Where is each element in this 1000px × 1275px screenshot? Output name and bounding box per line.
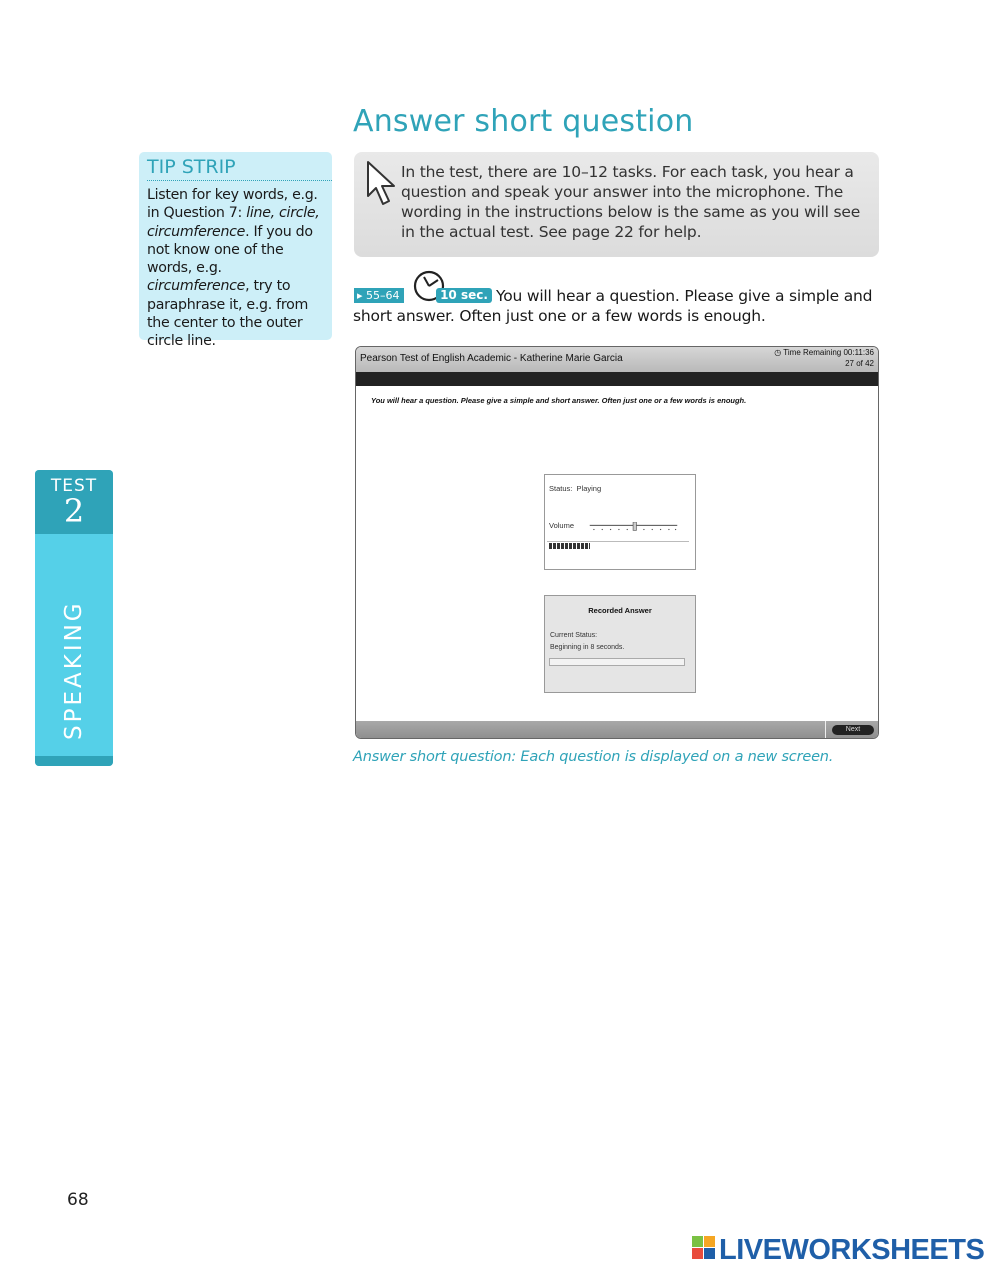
recording-progress-bar [549, 658, 685, 666]
audio-player [544, 474, 696, 570]
track-range: 55–64 [366, 289, 400, 302]
side-tab-footer [35, 756, 113, 766]
time-remaining [774, 348, 874, 357]
tip-italic-2: circumference [147, 278, 246, 295]
figure-caption: Answer short question: Each question is displayed on a new screen. [353, 749, 834, 765]
tip-text-3: , try to paraphrase it, e.g. from the center to the outer circle line. [147, 278, 308, 350]
bottom-bar-divider [825, 721, 826, 738]
screen-title: Pearson Test of English Academic - Katherine Marie Garcia [360, 353, 623, 364]
screen-instruction: You will hear a question. Please give a simple and short answer. Often just one or a few words is enough. [371, 396, 747, 405]
next-button[interactable]: Next [832, 725, 874, 735]
task-instruction: You will hear a question. Please give a simple and short answer. Often just one or a few words is enough. [353, 287, 873, 325]
tip-text-1: Listen for key words, e.g. in Question 7: [147, 187, 318, 222]
clock-icon: ◷ [774, 348, 782, 357]
test-number-block [35, 470, 113, 534]
recorder-message: Beginning in 8 seconds. [550, 644, 625, 651]
volume-label: Volume [549, 521, 575, 530]
liveworksheets-logo-text: LIVEWORKSHEETS [719, 1234, 985, 1266]
playback-progress-bar [549, 543, 590, 549]
page-title: Answer short question [353, 104, 694, 139]
time-remaining-text: Time Remaining 00:11:36 [783, 348, 874, 357]
test-label: TEST [50, 476, 98, 496]
tip-strip-body [147, 186, 324, 351]
time-limit-badge: 10 sec. [436, 288, 492, 303]
recorder-current-status: Current Status: [550, 632, 598, 639]
screen-bottom-bar [356, 721, 878, 738]
test-number: 2 [63, 492, 85, 530]
player-status-value: Playing [576, 484, 602, 493]
player-status-label: Status: [549, 484, 573, 493]
screen-toolbar [356, 372, 878, 386]
liveworksheets-logo-icon [692, 1236, 716, 1260]
tip-strip-heading: TIP STRIP [147, 156, 332, 181]
volume-slider[interactable] [581, 522, 686, 532]
intro-box [354, 152, 879, 257]
question-count: 27 of 42 [845, 359, 874, 368]
player-status [549, 484, 601, 493]
play-icon: ▸ [357, 289, 363, 302]
test-screen-screenshot [355, 346, 879, 739]
section-side-tab [35, 470, 113, 766]
tip-text-2: . If you do not know one of the words, e.g. [147, 223, 313, 277]
screen-title-bar [356, 347, 878, 372]
recorder-panel [544, 595, 696, 693]
cursor-icon [366, 160, 396, 206]
section-label: SPEAKING [61, 600, 87, 740]
player-divider [547, 541, 689, 542]
audio-track-badge [354, 288, 404, 303]
tip-italic-1: line, circle, circumference [147, 205, 320, 240]
page-number: 68 [67, 1190, 89, 1210]
recorder-title: Recorded Answer [588, 606, 652, 615]
tip-strip [139, 152, 332, 350]
intro-text: In the test, there are 10–12 tasks. For each task, you hear a question and speak your answer into the microphone. The wording in the instructions below is the same as you will see in the actual test. See page 22 for help. [401, 163, 861, 241]
